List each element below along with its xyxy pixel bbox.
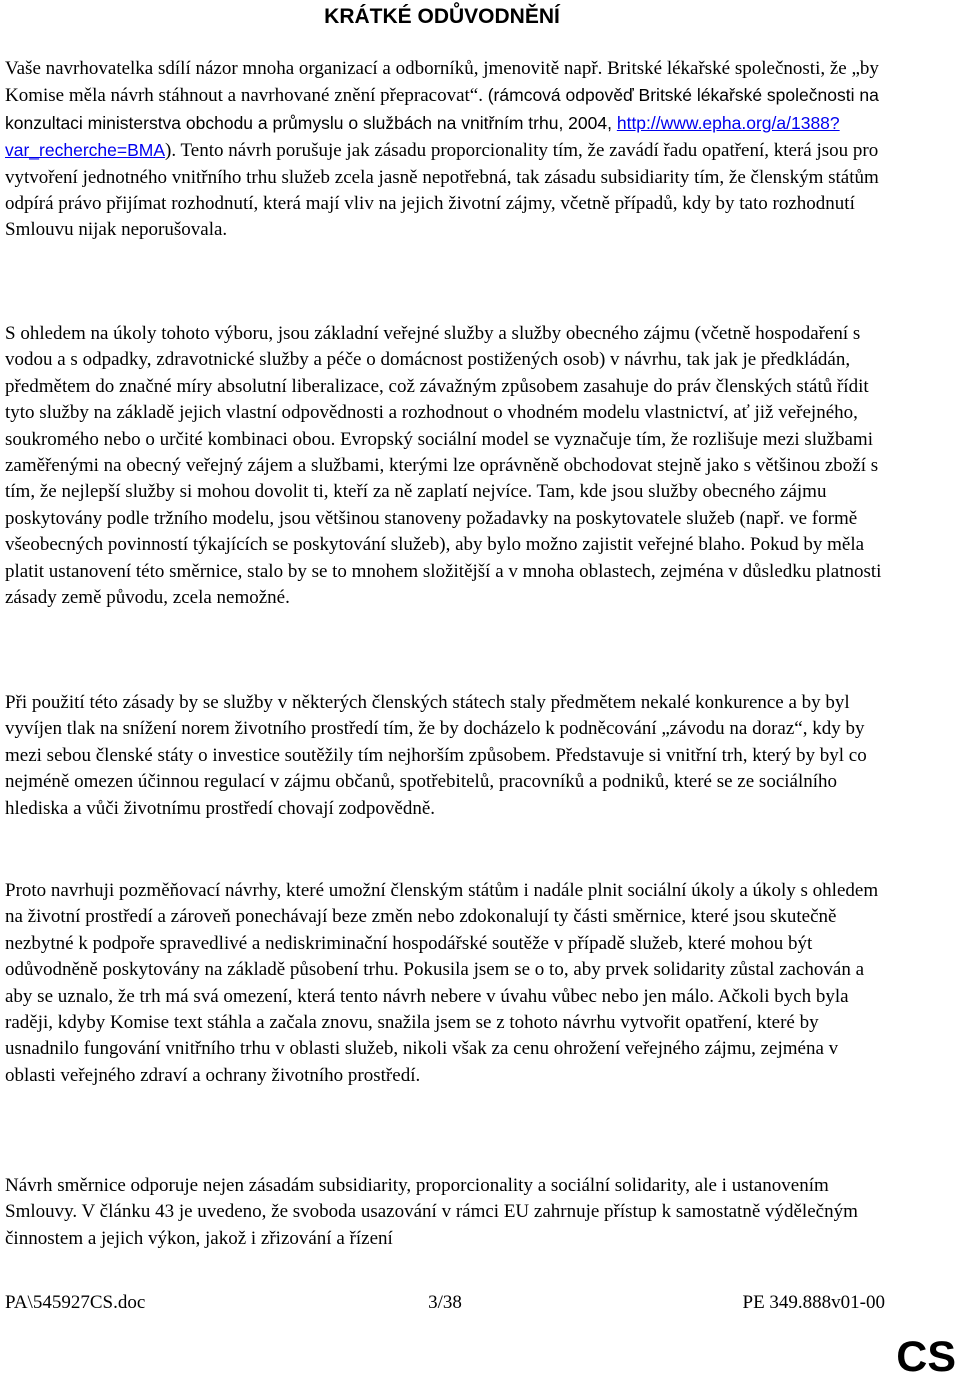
reference-link[interactable]: http://www.epha.org/a/1388?var_recherche=BMA [5, 112, 840, 161]
footer-page-number: 3/38 [428, 1292, 462, 1313]
paragraph-4: Proto navrhuji pozměňovací návrhy, které umožní členským státům i nadále plnit sociální úkoly a úkoly s ohledem na životní prostředí a zároveň ponechávají beze změn nebo zdokonalují ty části směrnice, které jsou skutečně nezbytné k podpoře spravedlivé a nediskriminační hospodářské soutěže v případě služeb, které mohou být odůvodněně poskytovány na základě působení trhu. Pokusila jsem se o to, aby prvek solidarity zůstal zachován a aby se uznalo, že trh má svá omezení, která tento návrh nebere v úvahu vůbec nebo jen málo. Ačkoli bych byla raději, kdyby Komise text stáhla a začala znovu, snažila jsem se z tohoto návrhu vytvořit opatření, které by usnadnilo fungování vnitřního trhu v oblasti služeb, nikoli však za cenu ohrožení veřejného zájmu, zejména v oblasti veřejného zdraví a ochrany životního prostředí. [5, 880, 879, 1086]
page-title: KRÁTKÉ ODŮVODNĚNÍ [324, 5, 560, 28]
footer-doc-ref: PA\545927CS.doc [5, 1292, 146, 1313]
page-footer [5, 1290, 885, 1316]
footer-pe-ref: PE 349.888v01-00 [742, 1292, 885, 1313]
paragraph-1 [5, 56, 885, 244]
paragraph-1-text-before: Vaše navrhovatelka sdílí názor mnoha organizací a odborníků, jmenovitě např. Britské lékařské společnosti, že „by Komise měla návrh stáhnout a navrhované znění přepracovat“. [5, 58, 879, 107]
paragraph-1-reference: (rámcová odpověď Britské lékařské společnosti na konzultaci ministerstva obchodu a průmyslu o službách na vnitřním trhu, 2004, [5, 85, 879, 133]
paragraph-3: Při použití této zásady by se služby v některých členských státech staly předmětem nekalé konkurence a by byl vyvíjen tlak na snížení norem životního prostředí tím, že by docházelo k podněcování „závodu na doraz“, kdy by mezi sebou členské státy o investice soutěžily tím nejhorším způsobem. Představuje si vnitřní trh, který by byl co nejméně omezen účinnou regulací v zájmu občanů, spotřebitelů, pracovníků a podniků, které se ze sociálního hlediska a vůči životnímu prostředí chovají zodpovědně. [5, 692, 867, 819]
paragraph-1-text-after: ). Tento návrh porušuje jak zásadu proporcionality tím, že zavádí řadu opatření, která jsou pro vytvoření jednotného vnitřního trhu služeb zcela jasně nepotřebná, tak zásadu subsidiarity tím, že členským státům odpírá právo přijímat rozhodnutí, která mají vliv na jejich životní zájmy, včetně případů, kdy by tato rozhodnutí Smlouvu nijak neporušovala. [5, 140, 879, 241]
paragraph-2: S ohledem na úkoly tohoto výboru, jsou základní veřejné služby a služby obecného zájmu (včetně hospodaření s vodou a s odpadky, zdravotnické služby a péče o domácnost postižených osob) v návrhu, tak jak je předkládán, předmětem do značné míry absolutní liberalizace, což závažným způsobem zasahuje do práv členských států řídit tyto služby na základě jejich vlastní odpovědnosti a rozhodnout o vhodném modelu vlastnictví, ať již veřejného, soukromého nebo o určité kombinaci obou. Evropský sociální model se vyznačuje tím, že rozlišuje mezi službami zaměřenými na obecný veřejný zájem a službami, kterými lze oprávněně obchodovat stejně jako s většinou zboží s tím, že nejlepší služby si mohou dovolit ti, kteří za ně zaplatí nejvíce. Tam, kde jsou služby obecného zájmu poskytovány podle tržního modelu, jsou většinou stanoveny požadavky na poskytovatele služeb (např. ve formě všeobecných povinností týkajících se poskytování služeb), aby bylo možno zajistit veřejné blaho. Pokud by měla platit ustanovení této směrnice, stalo by se to mnohem složitější a v mnoha oblastech, zejména v důsledku platnosti zásady země původu, zcela nemožné. [5, 323, 882, 609]
paragraph-5: Návrh směrnice odporuje nejen zásadám subsidiarity, proporcionality a sociální solidarity, ale i ustanovením Smlouvy. V článku 43 je uvedeno, že svoboda usazování v rámci EU zahrnuje přístup k samostatně výdělečným činnostem a jejich výkon, jakož i zřizování a řízení [5, 1175, 858, 1249]
language-code-badge: CS [896, 1333, 956, 1381]
